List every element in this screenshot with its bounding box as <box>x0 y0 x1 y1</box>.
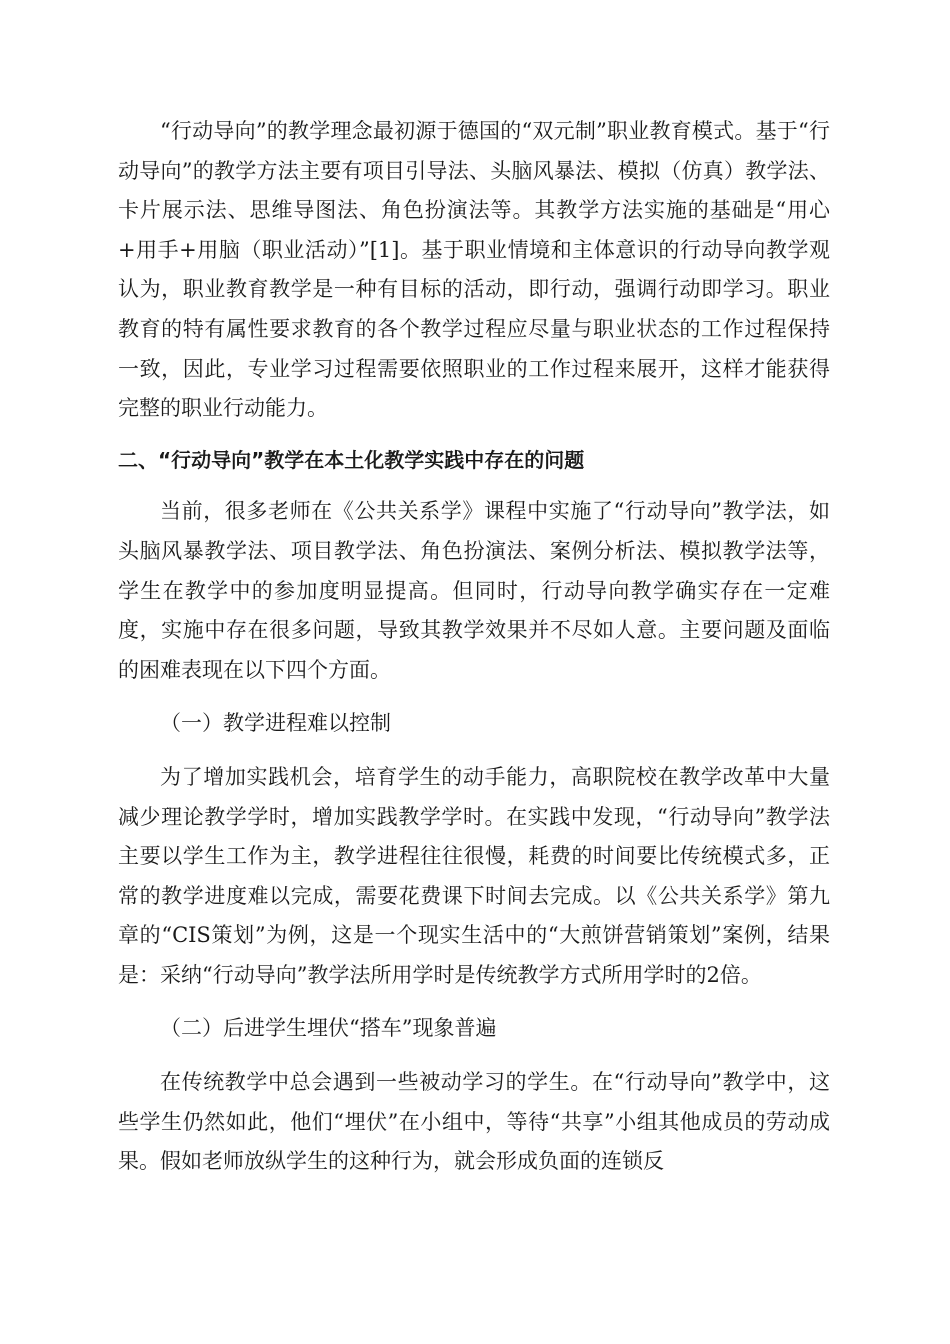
body-paragraph: 当前，很多老师在《公共关系学》课程中实施了“行动导向”教学法，如头脑风暴教学法、项目教学法、角色扮演法、案例分析法、模拟教学法等，学生在教学中的参加度明显提高。但同时，行动导向教学确实存在一定难度，实施中存在很多问题，导致其教学效果并不尽如人意。主要问题及面临的困难表现在以下四个方面。 <box>118 499 830 682</box>
section-heading: 二、“行动导向”教学在本土化教学实践中存在的问题 <box>118 447 585 472</box>
body-paragraph: 为了增加实践机会，培育学生的动手能力，高职院校在教学改革中大量减少理论教学学时，增加实践教学学时。在实践中发现，“行动导向”教学法主要以学生工作为主，教学进程往往很慢，耗费的时间要比传统模式多，正常的教学进度难以完成，需要花费课下时间去完成。以《公共关系学》第九章的“CIS策划”为例，这是一个现实生活中的“大煎饼营销策划”案例，结果是：采纳“行动导向”教学法所用学时是传统教学方式所用学时的2倍。 <box>118 764 830 987</box>
body-paragraph: 在传统教学中总会遇到一些被动学习的学生。在“行动导向”教学中，这些学生仍然如此，他们“埋伏”在小组中，等待“共享”小组其他成员的劳动成果。假如老师放纵学生的这种行为，就会形成负面的连锁反 <box>118 1070 830 1174</box>
document-page <box>118 112 830 1182</box>
subsection-heading: （一）教学进程难以控制 <box>160 711 391 736</box>
subsection-heading: （二）后进学生埋伏“搭车”现象普遍 <box>160 1016 497 1041</box>
body-paragraph: “行动导向”的教学理念最初源于德国的“双元制”职业教育模式。基于“行动导向”的教学方法主要有项目引导法、头脑风暴法、模拟（仿真）教学法、卡片展示法、思维导图法、角色扮演法等。其教学方法实施的基础是“用心+用手+用脑（职业活动）”[1]。基于职业情境和主体意识的行动导向教学观认为，职业教育教学是一种有目标的活动，即行动，强调行动即学习。职业教育的特有属性要求教育的各个教学过程应尽量与职业状态的工作过程保持一致，因此，专业学习过程需要依照职业的工作过程来展开，这样才能获得完整的职业行动能力。 <box>118 119 830 421</box>
